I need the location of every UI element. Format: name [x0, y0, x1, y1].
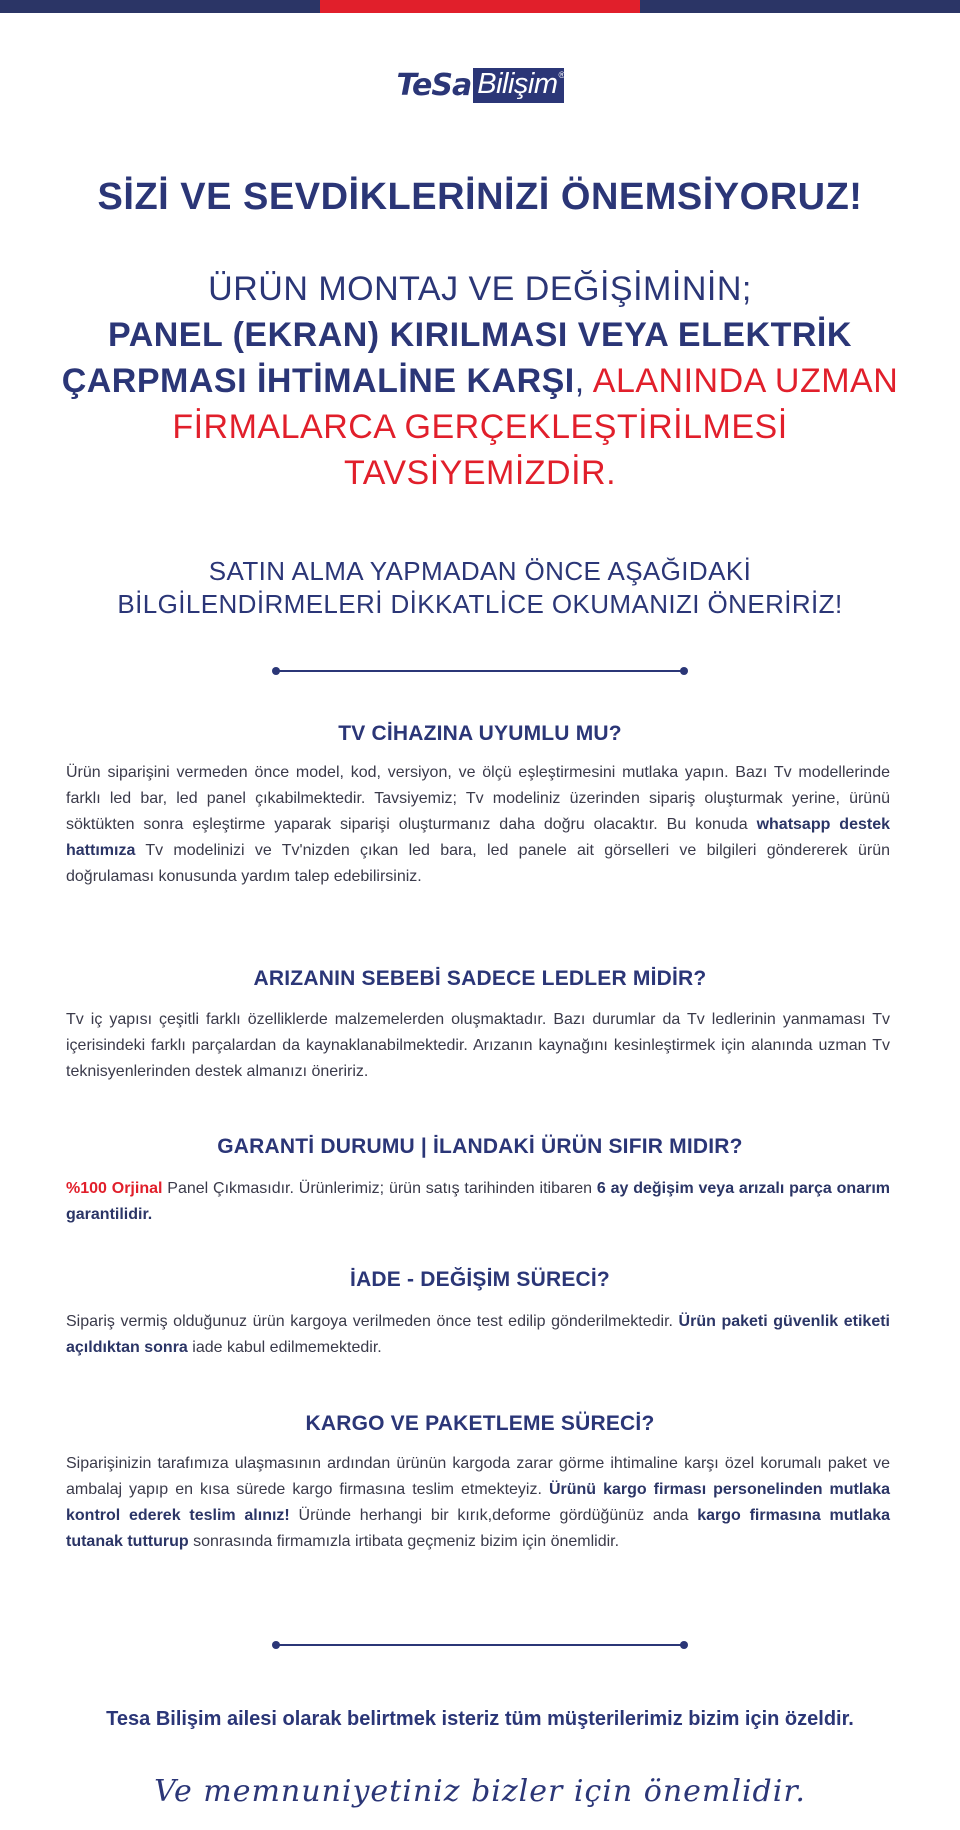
shipping-text-a: Siparişinizin tarafımıza ulaşmasının ardından ürünün kargoda zarar görme ihtimaline karşı özel korumalı paket ve ambalaj yapıp en kısa sürede kargo firmasına teslim etmekteyiz.	[66, 1455, 890, 1498]
section-body-return	[66, 1309, 890, 1361]
whatsapp-support-text: whatsapp destek hattımıza	[66, 816, 890, 859]
shipping-text-b: Üründe herhangi bir kırık,deforme gördüğünüz anda	[289, 1507, 698, 1524]
section-body-warranty	[66, 1176, 890, 1228]
main-headline: SİZİ VE SEVDİKLERİNİZİ ÖNEMSİYORUZ!	[97, 176, 863, 218]
divider-bottom	[276, 1644, 684, 1646]
shipping-text-c: sonrasında firmamızla irtibata geçmeniz bizim için önemlidir.	[188, 1533, 620, 1550]
section-body-compatibility	[66, 760, 890, 890]
top-bar-red-center	[320, 0, 640, 13]
intro-notice	[40, 555, 920, 621]
original-label: %100 Orjinal	[66, 1180, 163, 1197]
section-title-compatibility: TV CİHAZINA UYUMLU MU?	[338, 722, 622, 745]
return-text-b: iade kabul edilmemektedir.	[187, 1339, 382, 1356]
logo-text-tesa: TeSa	[396, 68, 472, 103]
signature-line: Ve memnuniyetiniz bizler için önemlidir.	[154, 1774, 806, 1809]
return-text-a: Sipariş vermiş olduğunuz ürün kargoya verilmeden önce test edilip gönderilmektedir.	[66, 1313, 679, 1330]
top-bar-navy-right	[640, 0, 960, 13]
section-title-shipping: KARGO VE PAKETLEME SÜRECİ?	[305, 1412, 655, 1435]
section-body-fault-cause: Tv iç yapısı çeşitli farklı özelliklerde malzemelerden oluşmaktadır. Bazı durumlar da Tv ledlerinin yanmaması Tv içerisindeki farklı parçalardan da kaynaklanabilmektedir. Arızanın kaynağını kesinleştirmek için alanında uzman Tv teknisyenlerinden destek almanızı öneririz.	[66, 1011, 890, 1080]
logo-text-bilisim	[473, 68, 563, 103]
section-body-shipping	[66, 1451, 890, 1555]
compat-text-b: Tv modelinizi ve Tv'nizden çıkan led bara, led panele ait görselleri ve bilgileri göndererek ürün doğrulaması konusunda yardım talep edebilirsiniz.	[66, 842, 890, 885]
section-title-return: İADE - DEĞİŞİM SÜRECİ?	[350, 1268, 610, 1291]
top-accent-bar	[0, 0, 960, 13]
warranty-bold: 6 ay değişim veya arızalı parça onarım garantilidir.	[66, 1180, 890, 1223]
logo-bilisim-label: Bilişim	[477, 68, 558, 100]
warning-red-part: ALANINDA UZMAN FİRMALARCA GERÇEKLEŞTİRİLMESİ TAVSİYEMİZDİR.	[172, 362, 899, 492]
shipping-bold-b: kargo firmasına mutlaka tutanak tutturup	[66, 1507, 890, 1550]
brand-logo	[0, 68, 960, 103]
closing-statement: Tesa Bilişim ailesi olarak belirtmek isteriz tüm müşterilerimiz bizim için özeldir.	[106, 1708, 854, 1730]
intro-line1: SATIN ALMA YAPMADAN ÖNCE AŞAĞIDAKİ	[208, 556, 752, 586]
return-bold: Ürün paketi güvenlik etiketi açıldıktan sonra	[66, 1313, 891, 1356]
installation-warning	[40, 266, 920, 496]
top-bar-navy-left	[0, 0, 320, 13]
shipping-bold-a: Ürünü kargo firması personelinden mutlaka kontrol ederek teslim alınız!	[66, 1481, 890, 1524]
section-title-fault-cause: ARIZANIN SEBEBİ SADECE LEDLER MİDİR?	[253, 967, 707, 990]
divider-top	[276, 670, 684, 672]
compat-text-a: Ürün siparişini vermeden önce model, kod, versiyon, ve ölçü eşleştirmesini mutlaka yapın. Bazı Tv modellerinde farklı led bar, led panel çıkabilmektedir. Tavsiyemiz; Tv modeliniz üzerinden sipariş oluşturmak yerine, ürünü söktükten sonra eşleştirme yaparak siparişi oluşturmanız daha doğru olacaktır. Bu konuda	[66, 764, 890, 833]
section-title-warranty: GARANTİ DURUMU | İLANDAKİ ÜRÜN SIFIR MIDIR?	[217, 1135, 743, 1158]
registered-mark: ®	[558, 70, 565, 80]
warranty-text-a: Panel Çıkmasıdır. Ürünlerimiz; ürün satış tarihinden itibaren	[162, 1180, 597, 1197]
warning-bold-part: PANEL (EKRAN) KIRILMASI VEYA ELEKTRİK ÇARPMASI İHTİMALİNE KARŞI	[61, 316, 852, 400]
warning-line1: ÜRÜN MONTAJ VE DEĞİŞİMİNİN;	[208, 270, 752, 308]
warning-comma: ,	[574, 362, 585, 400]
intro-line2: BİLGİLENDİRMELERİ DİKKATLİCE OKUMANIZI ÖNERİRİZ!	[117, 589, 843, 619]
